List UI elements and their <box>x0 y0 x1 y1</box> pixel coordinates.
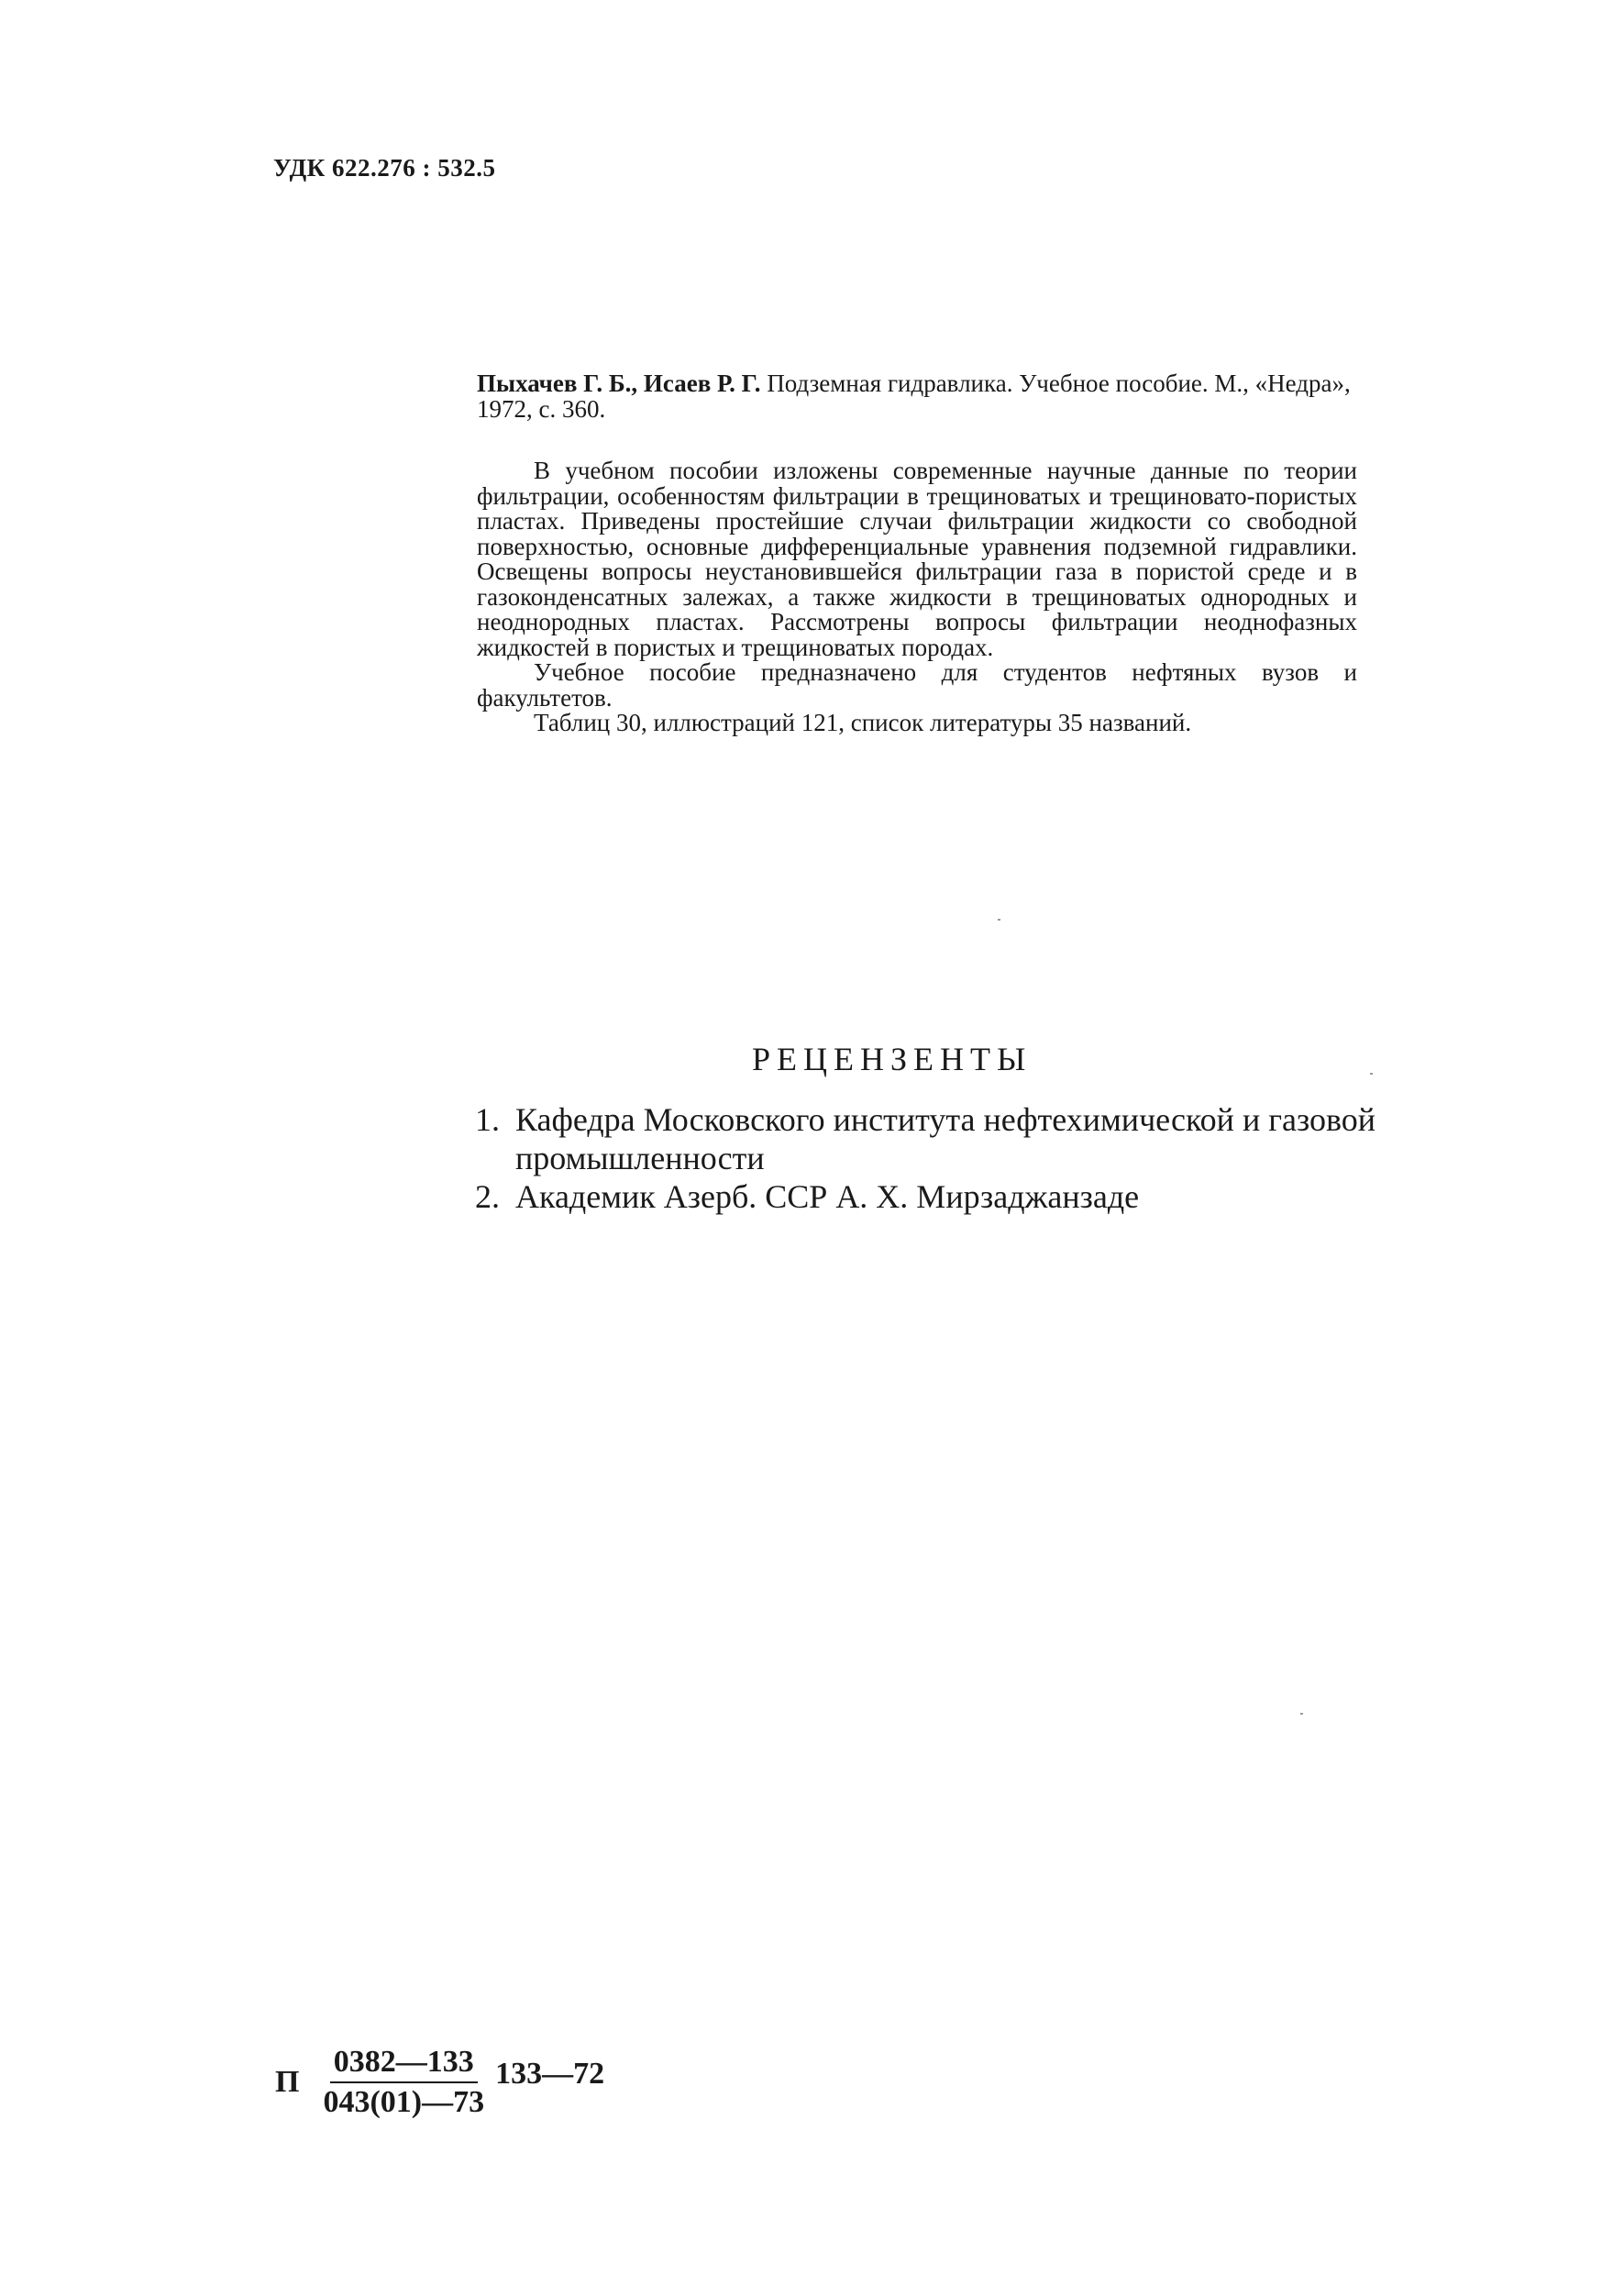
reviewer-number: 1. <box>475 1101 500 1138</box>
abstract-paragraph-1: В учебном пособии изложены современные научные данные по теории фильтрации, особенностям фильтрации в трещиноватых и трещиновато-пористых пластах. Приведены простейшие случаи фильтрации жидкости со свободной поверхностью, основные дифференциальные уравнения подземной гидравлики. Освещены вопросы неустановившейся фильтрации газа в пористой среде и в газоконденсатных залежах, а также жидкости в трещиноватых однородных и неоднородных пластах. Рассмотрены вопросы фильтрации неоднофазных жидкостей в пористых и трещиноватых породах. <box>477 457 1357 661</box>
index-suffix: 133—72 <box>495 2057 605 2091</box>
reviewer-number: 2. <box>475 1178 500 1215</box>
abstract-paragraph-2: Учебное пособие предназначено для студентов нефтяных вузов и факультетов. <box>477 658 1357 712</box>
index-denominator: 043(01)—73 <box>323 2085 485 2119</box>
reviewer-text: Академик Азерб. ССР А. Х. Мирзаджанзаде <box>515 1178 1140 1215</box>
reviewers-list <box>475 1100 1383 1216</box>
udk-code: УДК 622.276 : 532.5 <box>273 154 496 182</box>
bibliographic-citation <box>477 370 1357 422</box>
index-prefix: П <box>275 2065 300 2099</box>
index-numerator: 0382—133 <box>330 2045 478 2083</box>
reviewer-text: Кафедра Московского института нефтехимической и газовой промышленности <box>515 1101 1375 1176</box>
citation-details: Подземная гидравлика. Учебное пособие. М., «Недра», 1972, с. 360. <box>477 370 1351 423</box>
scan-speck <box>1300 1713 1303 1715</box>
citation-authors: Пыхачев Г. Б., Исаев Р. Г. <box>477 370 761 397</box>
publication-index-code <box>275 2045 604 2120</box>
index-fraction <box>319 2045 488 2120</box>
abstract-paragraph-3: Таблиц 30, иллюстраций 121, список литературы 35 названий. <box>534 709 1192 736</box>
abstract <box>477 458 1357 736</box>
scan-speck <box>998 919 1000 921</box>
scan-speck <box>1370 1073 1373 1075</box>
reviewer-item <box>475 1177 1383 1216</box>
reviewer-item <box>475 1100 1383 1177</box>
reviewers-heading: РЕЦЕНЗЕНТЫ <box>752 1041 1033 1077</box>
